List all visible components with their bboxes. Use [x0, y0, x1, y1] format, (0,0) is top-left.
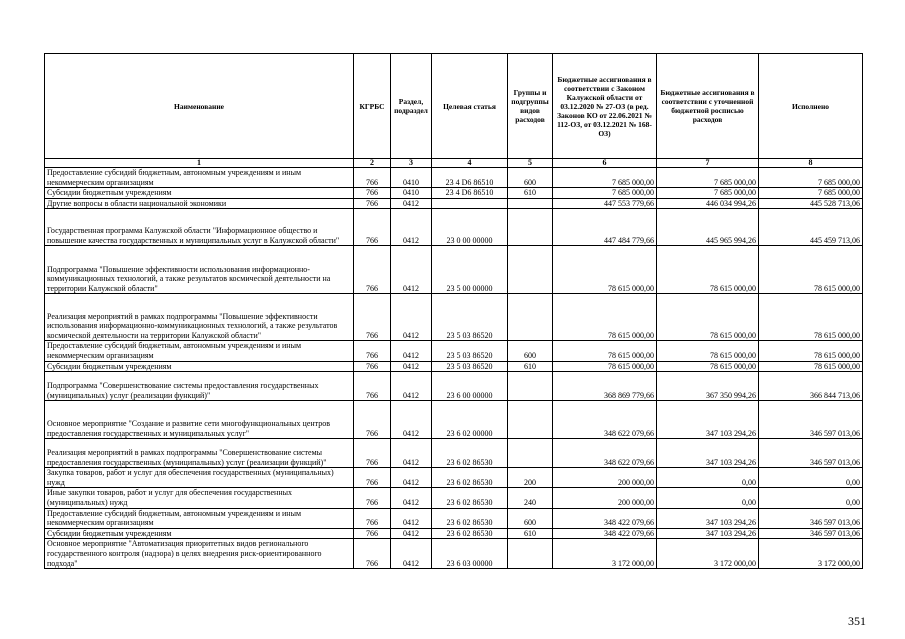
row-article: 23 5 03 86520 [432, 341, 508, 361]
row-refined-amount: 0,00 [657, 488, 759, 508]
table-row [45, 361, 863, 372]
row-executed-amount: 346 597 013,06 [759, 528, 863, 539]
table-row [45, 468, 863, 488]
row-section: 0412 [391, 488, 432, 508]
row-executed-amount: 445 528 713,06 [759, 198, 863, 209]
row-article: 23 0 00 00000 [432, 209, 508, 246]
row-section: 0412 [391, 508, 432, 528]
row-article: 23 5 00 00000 [432, 246, 508, 294]
row-section: 0412 [391, 209, 432, 246]
table-row [45, 508, 863, 528]
table-row [45, 341, 863, 361]
row-section: 0410 [391, 168, 432, 188]
row-kgrbs: 766 [354, 439, 391, 468]
header-groups: Группы и подгруппы видов расходов [508, 54, 553, 159]
row-kgrbs: 766 [354, 168, 391, 188]
row-law-amount: 78 615 000,00 [553, 361, 657, 372]
table-row [45, 528, 863, 539]
table-row [45, 168, 863, 188]
row-law-amount: 447 553 779,66 [553, 198, 657, 209]
row-name: Реализация мероприятий в рамках подпрограммы "Повышение эффективности использования информационно-коммуникационных технологий, а также результатов космической деятельности на территории Калужской области" [45, 294, 354, 341]
budget-table [44, 53, 863, 569]
table-row [45, 209, 863, 246]
row-name: Иные закупки товаров, работ и услуг для обеспечения государственных (муниципальных) нужд [45, 488, 354, 508]
row-refined-amount: 367 350 994,26 [657, 372, 759, 401]
row-section: 0412 [391, 401, 432, 439]
row-name: Другие вопросы в области национальной экономики [45, 198, 354, 209]
row-article: 23 5 03 86520 [432, 294, 508, 341]
column-number: 1 [45, 159, 354, 168]
row-name: Субсидии бюджетным учреждениям [45, 528, 354, 539]
row-group [508, 198, 553, 209]
row-executed-amount: 346 597 013,06 [759, 401, 863, 439]
column-number: 6 [553, 159, 657, 168]
table-row [45, 294, 863, 341]
row-group [508, 439, 553, 468]
page-number: 351 [848, 614, 866, 628]
row-name: Основное мероприятие "Автоматизация приоритетных видов регионального государственного контроля (надзора) в целях внедрения риск-ориентированного подхода" [45, 539, 354, 569]
header-refined: Бюджетные ассигнования в соответствии с уточненной бюджетной росписью расходов [657, 54, 759, 159]
row-name: Закупка товаров, работ и услуг для обеспечения государственных (муниципальных) нужд [45, 468, 354, 488]
row-group: 610 [508, 361, 553, 372]
table-row [45, 372, 863, 401]
row-kgrbs: 766 [354, 539, 391, 569]
row-law-amount: 348 422 079,66 [553, 528, 657, 539]
row-refined-amount: 446 034 994,26 [657, 198, 759, 209]
row-refined-amount: 78 615 000,00 [657, 361, 759, 372]
row-kgrbs: 766 [354, 468, 391, 488]
row-refined-amount: 78 615 000,00 [657, 341, 759, 361]
column-number-row [45, 159, 863, 168]
row-article: 23 6 02 86530 [432, 528, 508, 539]
row-refined-amount: 3 172 000,00 [657, 539, 759, 569]
row-section: 0412 [391, 372, 432, 401]
row-kgrbs: 766 [354, 209, 391, 246]
row-law-amount: 78 615 000,00 [553, 246, 657, 294]
row-law-amount: 447 484 779,66 [553, 209, 657, 246]
row-group: 610 [508, 528, 553, 539]
row-refined-amount: 347 103 294,26 [657, 508, 759, 528]
table-row [45, 488, 863, 508]
row-group: 600 [508, 508, 553, 528]
table-row [45, 401, 863, 439]
row-article: 23 5 03 86520 [432, 361, 508, 372]
row-law-amount: 348 422 079,66 [553, 508, 657, 528]
row-executed-amount: 78 615 000,00 [759, 294, 863, 341]
header-kgrbs: КГРБС [354, 54, 391, 159]
header-name: Наименование [45, 54, 354, 159]
row-name: Реализация мероприятий в рамках подпрограммы "Совершенствование системы предоставления государственных (муниципальных) услуг (реализации функций)" [45, 439, 354, 468]
row-executed-amount: 7 685 000,00 [759, 168, 863, 188]
row-law-amount: 200 000,00 [553, 488, 657, 508]
row-group: 600 [508, 341, 553, 361]
row-group [508, 539, 553, 569]
row-name: Предоставление субсидий бюджетным, автономным учреждениям и иным некоммерческим организациям [45, 168, 354, 188]
row-name: Субсидии бюджетным учреждениям [45, 188, 354, 199]
table-body [45, 168, 863, 569]
row-article: 23 6 02 86530 [432, 468, 508, 488]
column-number: 4 [432, 159, 508, 168]
row-group [508, 372, 553, 401]
header-section: Раздел, подраздел [391, 54, 432, 159]
row-kgrbs: 766 [354, 198, 391, 209]
row-group: 610 [508, 188, 553, 199]
row-name: Предоставление субсидий бюджетным, автономным учреждениям и иным некоммерческим организациям [45, 508, 354, 528]
column-number: 3 [391, 159, 432, 168]
column-number: 2 [354, 159, 391, 168]
row-kgrbs: 766 [354, 372, 391, 401]
row-article: 23 4 D6 86510 [432, 188, 508, 199]
row-article: 23 6 02 86530 [432, 508, 508, 528]
row-name: Субсидии бюджетным учреждениям [45, 361, 354, 372]
row-section: 0412 [391, 294, 432, 341]
row-section: 0410 [391, 188, 432, 199]
row-executed-amount: 78 615 000,00 [759, 361, 863, 372]
row-executed-amount: 0,00 [759, 488, 863, 508]
table-row [45, 246, 863, 294]
row-refined-amount: 347 103 294,26 [657, 401, 759, 439]
row-law-amount: 200 000,00 [553, 468, 657, 488]
row-article: 23 6 02 86530 [432, 439, 508, 468]
row-group [508, 401, 553, 439]
row-kgrbs: 766 [354, 188, 391, 199]
row-name: Подпрограмма "Совершенствование системы предоставления государственных (муниципальных) услуг (реализации функций)" [45, 372, 354, 401]
column-number: 8 [759, 159, 863, 168]
header-law: Бюджетные ассигнования в соответствии с Законом Калужской области от 03.12.2020 № 27-ОЗ (в ред. Законов КО от 22.06.2021 № 112-ОЗ, от 03.12.2021 № 168-ОЗ) [553, 54, 657, 159]
row-name: Государственная программа Калужской области "Информационное общество и повышение качества государственных и муниципальных услуг в Калужской области" [45, 209, 354, 246]
row-article: 23 4 D6 86510 [432, 168, 508, 188]
row-kgrbs: 766 [354, 401, 391, 439]
row-kgrbs: 766 [354, 294, 391, 341]
column-number: 5 [508, 159, 553, 168]
row-executed-amount: 78 615 000,00 [759, 246, 863, 294]
row-law-amount: 7 685 000,00 [553, 168, 657, 188]
row-section: 0412 [391, 468, 432, 488]
row-law-amount: 348 622 079,66 [553, 401, 657, 439]
row-kgrbs: 766 [354, 361, 391, 372]
row-section: 0412 [391, 528, 432, 539]
row-law-amount: 3 172 000,00 [553, 539, 657, 569]
row-refined-amount: 7 685 000,00 [657, 168, 759, 188]
row-refined-amount: 7 685 000,00 [657, 188, 759, 199]
row-group [508, 246, 553, 294]
row-article: 23 6 02 00000 [432, 401, 508, 439]
row-kgrbs: 766 [354, 528, 391, 539]
row-kgrbs: 766 [354, 246, 391, 294]
row-group: 240 [508, 488, 553, 508]
row-section: 0412 [391, 198, 432, 209]
table-row [45, 188, 863, 199]
row-group: 600 [508, 168, 553, 188]
row-kgrbs: 766 [354, 508, 391, 528]
row-section: 0412 [391, 246, 432, 294]
row-section: 0412 [391, 539, 432, 569]
row-article: 23 6 00 00000 [432, 372, 508, 401]
row-article: 23 6 03 00000 [432, 539, 508, 569]
row-group [508, 294, 553, 341]
row-refined-amount: 347 103 294,26 [657, 528, 759, 539]
row-refined-amount: 78 615 000,00 [657, 294, 759, 341]
row-kgrbs: 766 [354, 488, 391, 508]
row-law-amount: 368 869 779,66 [553, 372, 657, 401]
row-law-amount: 348 622 079,66 [553, 439, 657, 468]
header-article: Целевая статья [432, 54, 508, 159]
table-row [45, 439, 863, 468]
row-executed-amount: 78 615 000,00 [759, 341, 863, 361]
row-executed-amount: 346 597 013,06 [759, 439, 863, 468]
row-refined-amount: 445 965 994,26 [657, 209, 759, 246]
row-executed-amount: 346 597 013,06 [759, 508, 863, 528]
row-section: 0412 [391, 439, 432, 468]
row-refined-amount: 0,00 [657, 468, 759, 488]
row-law-amount: 7 685 000,00 [553, 188, 657, 199]
header-row [45, 54, 863, 159]
column-number: 7 [657, 159, 759, 168]
row-name: Подпрограмма "Повышение эффективности использования информационно-коммуникационных технологий, а также результатов космической деятельности на территории Калужской области" [45, 246, 354, 294]
row-group [508, 209, 553, 246]
table-row [45, 198, 863, 209]
row-executed-amount: 7 685 000,00 [759, 188, 863, 199]
row-executed-amount: 3 172 000,00 [759, 539, 863, 569]
row-executed-amount: 445 459 713,06 [759, 209, 863, 246]
row-group: 200 [508, 468, 553, 488]
row-refined-amount: 78 615 000,00 [657, 246, 759, 294]
row-name: Предоставление субсидий бюджетным, автономным учреждениям и иным некоммерческим организациям [45, 341, 354, 361]
row-executed-amount: 366 844 713,06 [759, 372, 863, 401]
table-row [45, 539, 863, 569]
row-section: 0412 [391, 361, 432, 372]
row-kgrbs: 766 [354, 341, 391, 361]
row-executed-amount: 0,00 [759, 468, 863, 488]
row-article [432, 198, 508, 209]
row-article: 23 6 02 86530 [432, 488, 508, 508]
row-section: 0412 [391, 341, 432, 361]
row-law-amount: 78 615 000,00 [553, 341, 657, 361]
header-executed: Исполнено [759, 54, 863, 159]
row-law-amount: 78 615 000,00 [553, 294, 657, 341]
row-refined-amount: 347 103 294,26 [657, 439, 759, 468]
row-name: Основное мероприятие "Создание и развитие сети многофункциональных центров предоставления государственных и муниципальных услуг" [45, 401, 354, 439]
